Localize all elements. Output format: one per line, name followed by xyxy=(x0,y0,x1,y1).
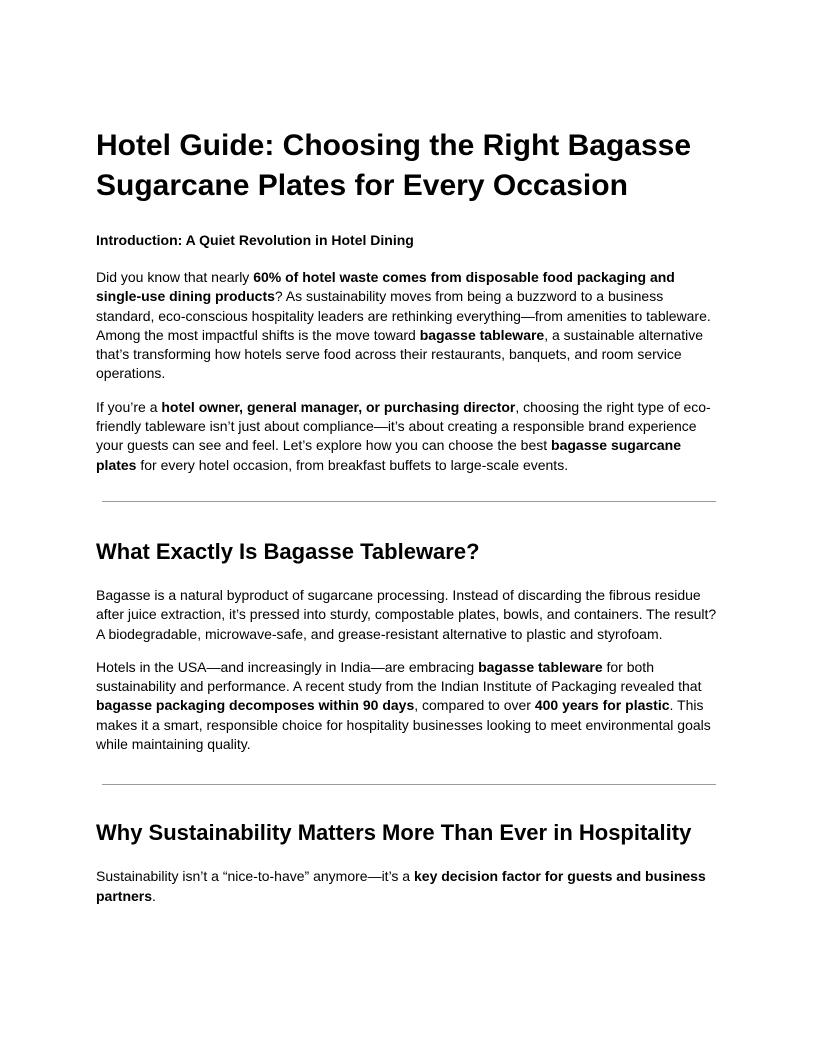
text-run: , choosing the right type of eco-friendly tableware isn’t just about compliance—it’s about creating a responsible brand experience your guests can see and feel. Let’s explore how you can choose the best xyxy=(96,398,711,454)
text-run: ? As sustainability moves from being a buzzword to a business standard, eco-conscious hospitality leaders are rethinking everything—from amenities to tableware. Among the most impactful shifts is the move toward xyxy=(96,288,711,343)
text-run: Did you know that nearly xyxy=(96,269,254,285)
section1-paragraph-2 xyxy=(96,658,720,754)
bold-run: bagasse packaging decomposes within 90 days xyxy=(96,697,415,714)
text-run: If you’re a xyxy=(96,398,162,415)
intro-subheading: Introduction: A Quiet Revolution in Hotel Dining xyxy=(96,232,414,248)
section-heading-bagasse: What Exactly Is Bagasse Tableware? xyxy=(96,538,480,564)
bold-run: bagasse tableware xyxy=(419,326,545,343)
section1-paragraph-1: Bagasse is a natural byproduct of sugarcane processing. Instead of discarding the fibrous residue after juice extraction, it’s pressed into sturdy, compostable plates, bowls, and containers. The result? A biodegradable, microwave-safe, and grease-resistant alternative to plastic and styrofoam. xyxy=(96,586,717,642)
document-page xyxy=(96,126,720,920)
intro-paragraph-2 xyxy=(96,398,720,475)
text-run: . xyxy=(152,887,156,904)
bold-run: bagasse tableware xyxy=(478,658,603,675)
text-run: for every hotel occasion, from breakfast buffets to large-scale events. xyxy=(136,456,569,473)
section2-paragraph-1 xyxy=(96,867,720,906)
text-run: , compared to over xyxy=(414,697,535,714)
bold-run: bagasse sugarcane plates xyxy=(96,437,682,473)
bold-run: 400 years for plastic xyxy=(534,697,670,714)
text-run: for both sustainability and performance. A recent study from the Indian Institute of Packaging revealed that xyxy=(96,658,702,695)
text-run: Sustainability isn’t a “nice-to-have” anymore—it’s a xyxy=(96,868,414,885)
page-title: Hotel Guide: Choosing the Right Bagasse Sugarcane Plates for Every Occasion xyxy=(96,129,692,202)
text-run: Hotels in the USA—and increasingly in India—are embracing xyxy=(96,658,479,675)
text-run: , a sustainable alternative that’s transforming how hotels serve food across their restaurants, banquets, and room service operations. xyxy=(96,326,703,382)
text-run: . This makes it a smart, responsible choice for hospitality businesses looking to meet environmental goals while maintaining quality. xyxy=(96,697,711,753)
section-heading-sustainability: Why Sustainability Matters More Than Ever in Hospitality xyxy=(96,820,692,846)
bold-run: hotel owner, general manager, or purchasing director xyxy=(161,398,516,415)
intro-paragraph-1 xyxy=(96,268,720,384)
bold-run: key decision factor for guests and business partners xyxy=(96,868,706,904)
bold-run: 60% of hotel waste comes from disposable food packaging and single-use dining products xyxy=(96,269,675,305)
